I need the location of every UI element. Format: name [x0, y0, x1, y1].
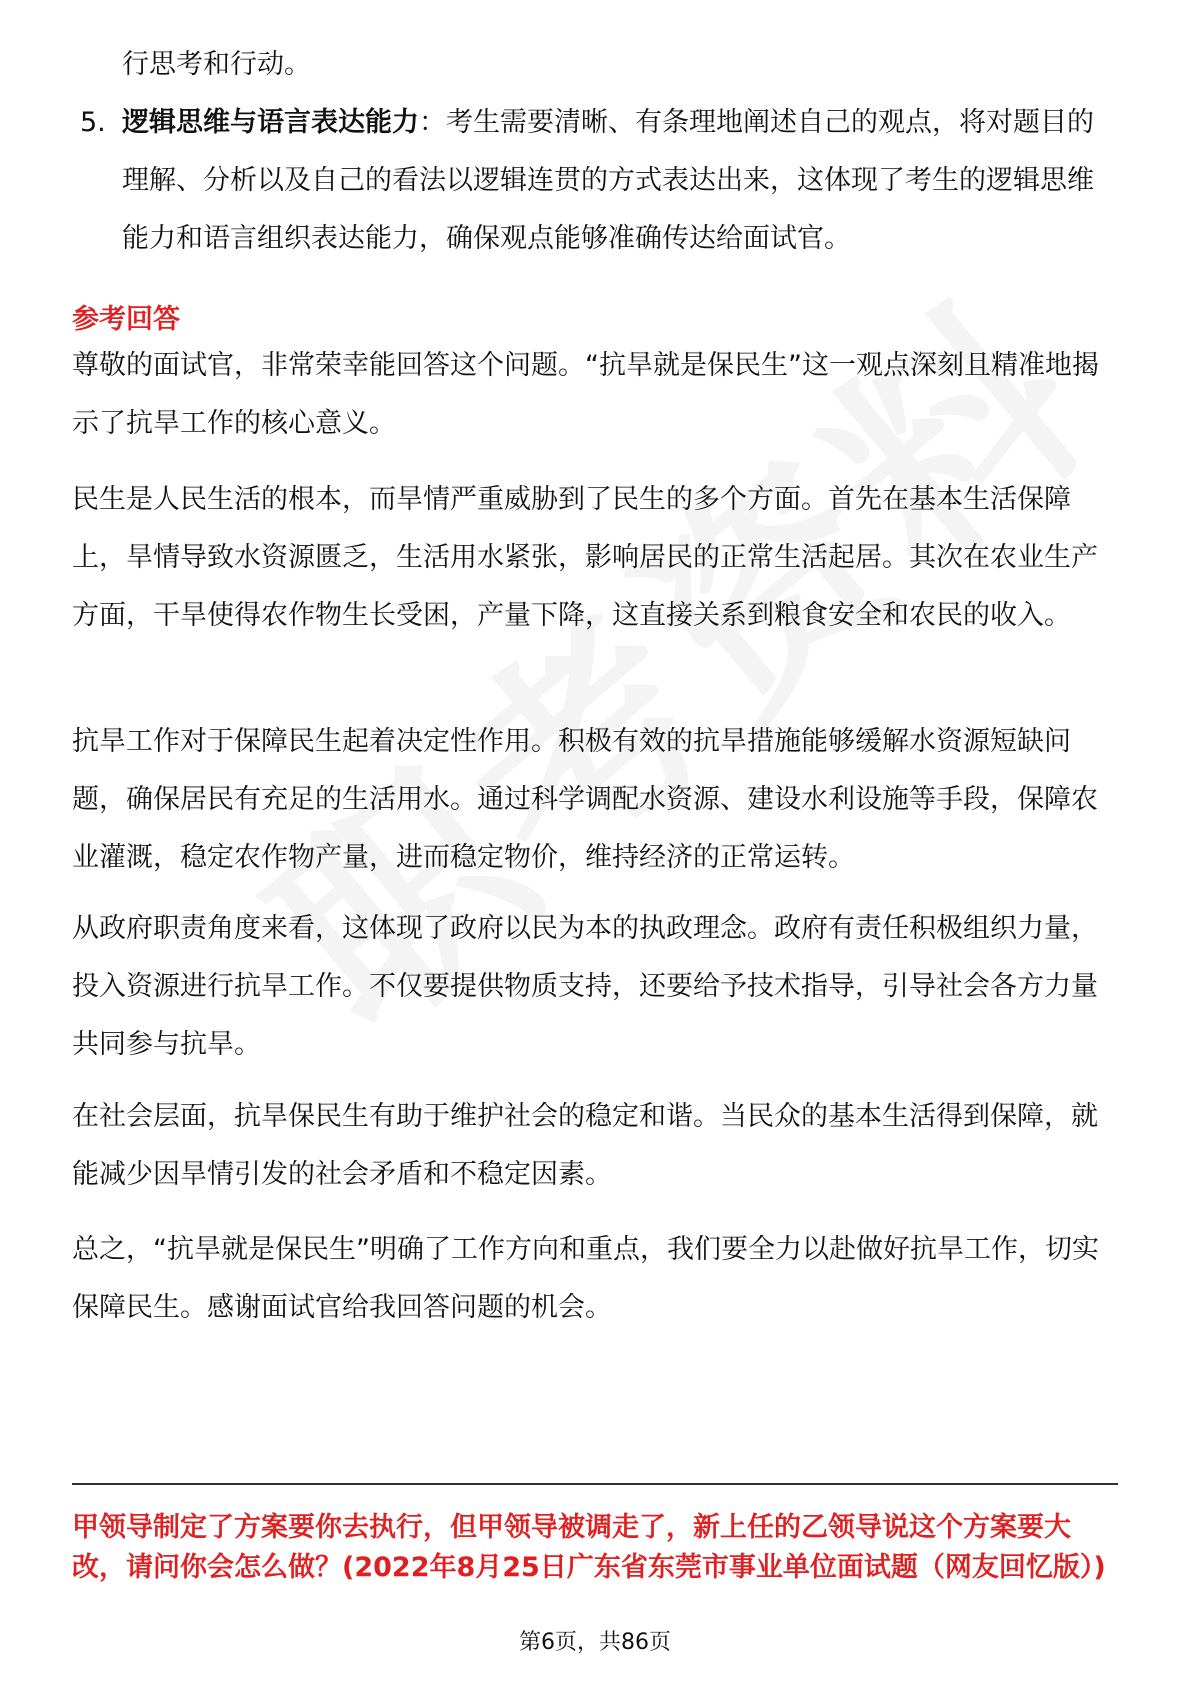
list-item-body	[122, 94, 1118, 268]
next-question-title: 甲领导制定了方案要你去执行，但甲领导被调走了，新上任的乙领导说这个方案要大改，请问你会怎么做？(2022年8月25日广东省东莞市事业单位面试题（网友回忆版）)	[72, 1512, 1106, 1583]
answer-paragraph-3: 抗旱工作对于保障民生起着决定性作用。积极有效的抗旱措施能够缓解水资源短缺问题，确保居民有充足的生活用水。通过科学调配水资源、建设水利设施等手段，保障农业灌溉，稳定农作物产量，进而稳定物价，维持经济的正常运转。	[72, 726, 1098, 873]
section-divider	[72, 1483, 1118, 1485]
answer-paragraph-2: 民生是人民生活的根本，而旱情严重威胁到了民生的多个方面。首先在基本生活保障上，旱情导致水资源匮乏，生活用水紧张，影响居民的正常生活起居。其次在农业生产方面，干旱使得农作物生长受困，产量下降，这直接关系到粮食安全和农民的收入。	[72, 484, 1098, 631]
page-number-footer: 第6页，共86页	[519, 1630, 671, 1655]
list-item-text: ：考生需要清晰、有条理地阐述自己的观点，将对题目的理解、分析以及自己的看法以逻辑连贯的方式表达出来，这体现了考生的逻辑思维能力和语言组织表达能力，确保观点能够准确传达给面试官。	[122, 107, 1094, 254]
list-item-label: 逻辑思维与语言表达能力	[122, 107, 419, 138]
answer-paragraph-5: 在社会层面，抗旱保民生有助于维护社会的稳定和谐。当民众的基本生活得到保障，就能减少因旱情引发的社会矛盾和不稳定因素。	[72, 1101, 1098, 1190]
answer-paragraph-4: 从政府职责角度来看，这体现了政府以民为本的执政理念。政府有责任积极组织力量，投入资源进行抗旱工作。不仅要提供物质支持，还要给予技术指导，引导社会各方力量共同参与抗旱。	[72, 913, 1098, 1060]
list-item-number: 5.	[80, 107, 106, 138]
answer-paragraph-1: 尊敬的面试官，非常荣幸能回答这个问题。“抗旱就是保民生”这一观点深刻且精准地揭示了抗旱工作的核心意义。	[72, 350, 1099, 439]
list-item-4-continuation: 行思考和行动。	[122, 49, 311, 80]
answer-paragraph-6: 总之，“抗旱就是保民生”明确了工作方向和重点，我们要全力以赴做好抗旱工作，切实保障民生。感谢面试官给我回答问题的机会。	[72, 1234, 1099, 1323]
reference-answer-heading: 参考回答	[72, 304, 180, 335]
list-item-5	[80, 94, 1120, 268]
